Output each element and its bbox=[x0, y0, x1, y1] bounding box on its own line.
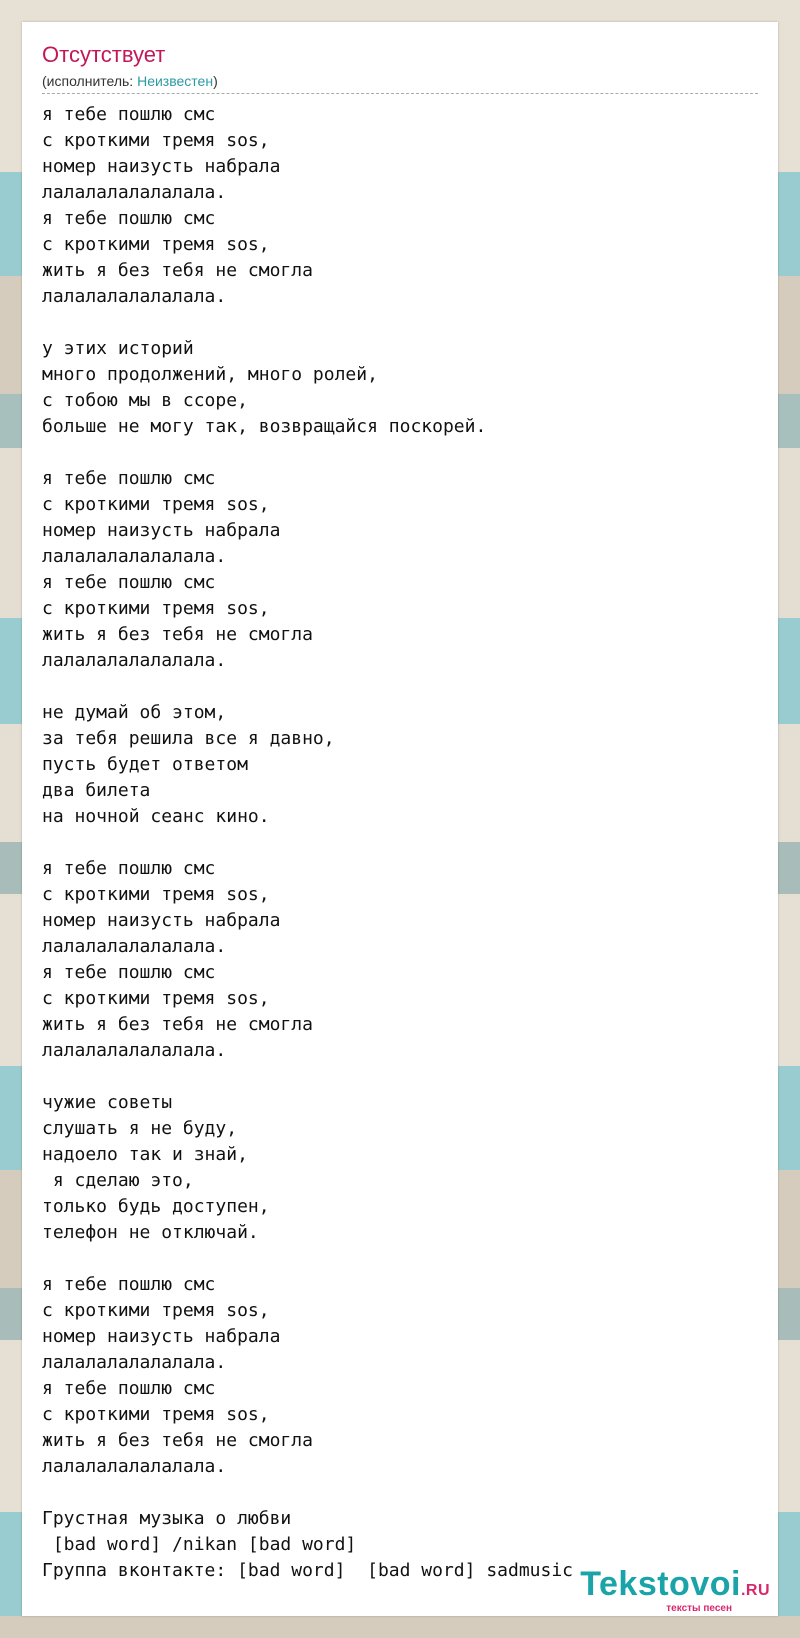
artist-suffix: ) bbox=[213, 73, 218, 89]
logo-name: Tekstovoi bbox=[580, 1565, 741, 1603]
lyrics-text: я тебе пошлю смс с кроткими тремя sos, номер наизусть набрала лалалалалалалала. я тебе пошлю смс с кроткими тремя sos, жить я без тебя не смогла лалалалалалалала. у этих историй много продолжений, много ролей, с тобою мы в ссоре, больше не могу так, возвращайся поскорей. я тебе пошлю смс с кроткими тремя sos, номер наизусть набрала лалалалалалалала. я тебе пошлю смс с кроткими тремя sos, жить я без тебя не смогла лалалалалалалала. не думай об этом, за тебя решила все я давно, пусть будет ответом два билета на ночной сеанс кино. я тебе пошлю смс с кроткими тремя sos, номер наизусть набрала лалалалалалалала. я тебе пошлю смс с кроткими тремя sos, жить я без тебя не смогла лалалалалалалала. чужие советы слушать я не буду, надоело так и знай, я сделаю это, только будь доступен, телефон не отключай. я тебе пошлю смс с кроткими тремя sos, номер наизусть набрала лалалалалалалала. я тебе пошлю смс с кроткими тремя sos, жить я без тебя не смогла лалалалалалалала. Грустная музыка о любви [bad word] /nikan [bad word] Группа вконтакте: [bad word] [bad word] sadmusic bbox=[42, 104, 574, 1581]
logo-tld: .RU bbox=[740, 1582, 770, 1599]
lyrics-card bbox=[22, 22, 778, 1616]
song-title: Отсутствует bbox=[42, 42, 166, 67]
artist-link[interactable]: Неизвестен bbox=[137, 73, 214, 89]
logo-tagline: тексты песен bbox=[666, 1603, 732, 1614]
artist-line bbox=[42, 73, 218, 89]
dashed-divider bbox=[42, 93, 758, 94]
site-logo[interactable] bbox=[580, 1566, 770, 1614]
artist-prefix: (исполнитель: bbox=[42, 73, 138, 89]
